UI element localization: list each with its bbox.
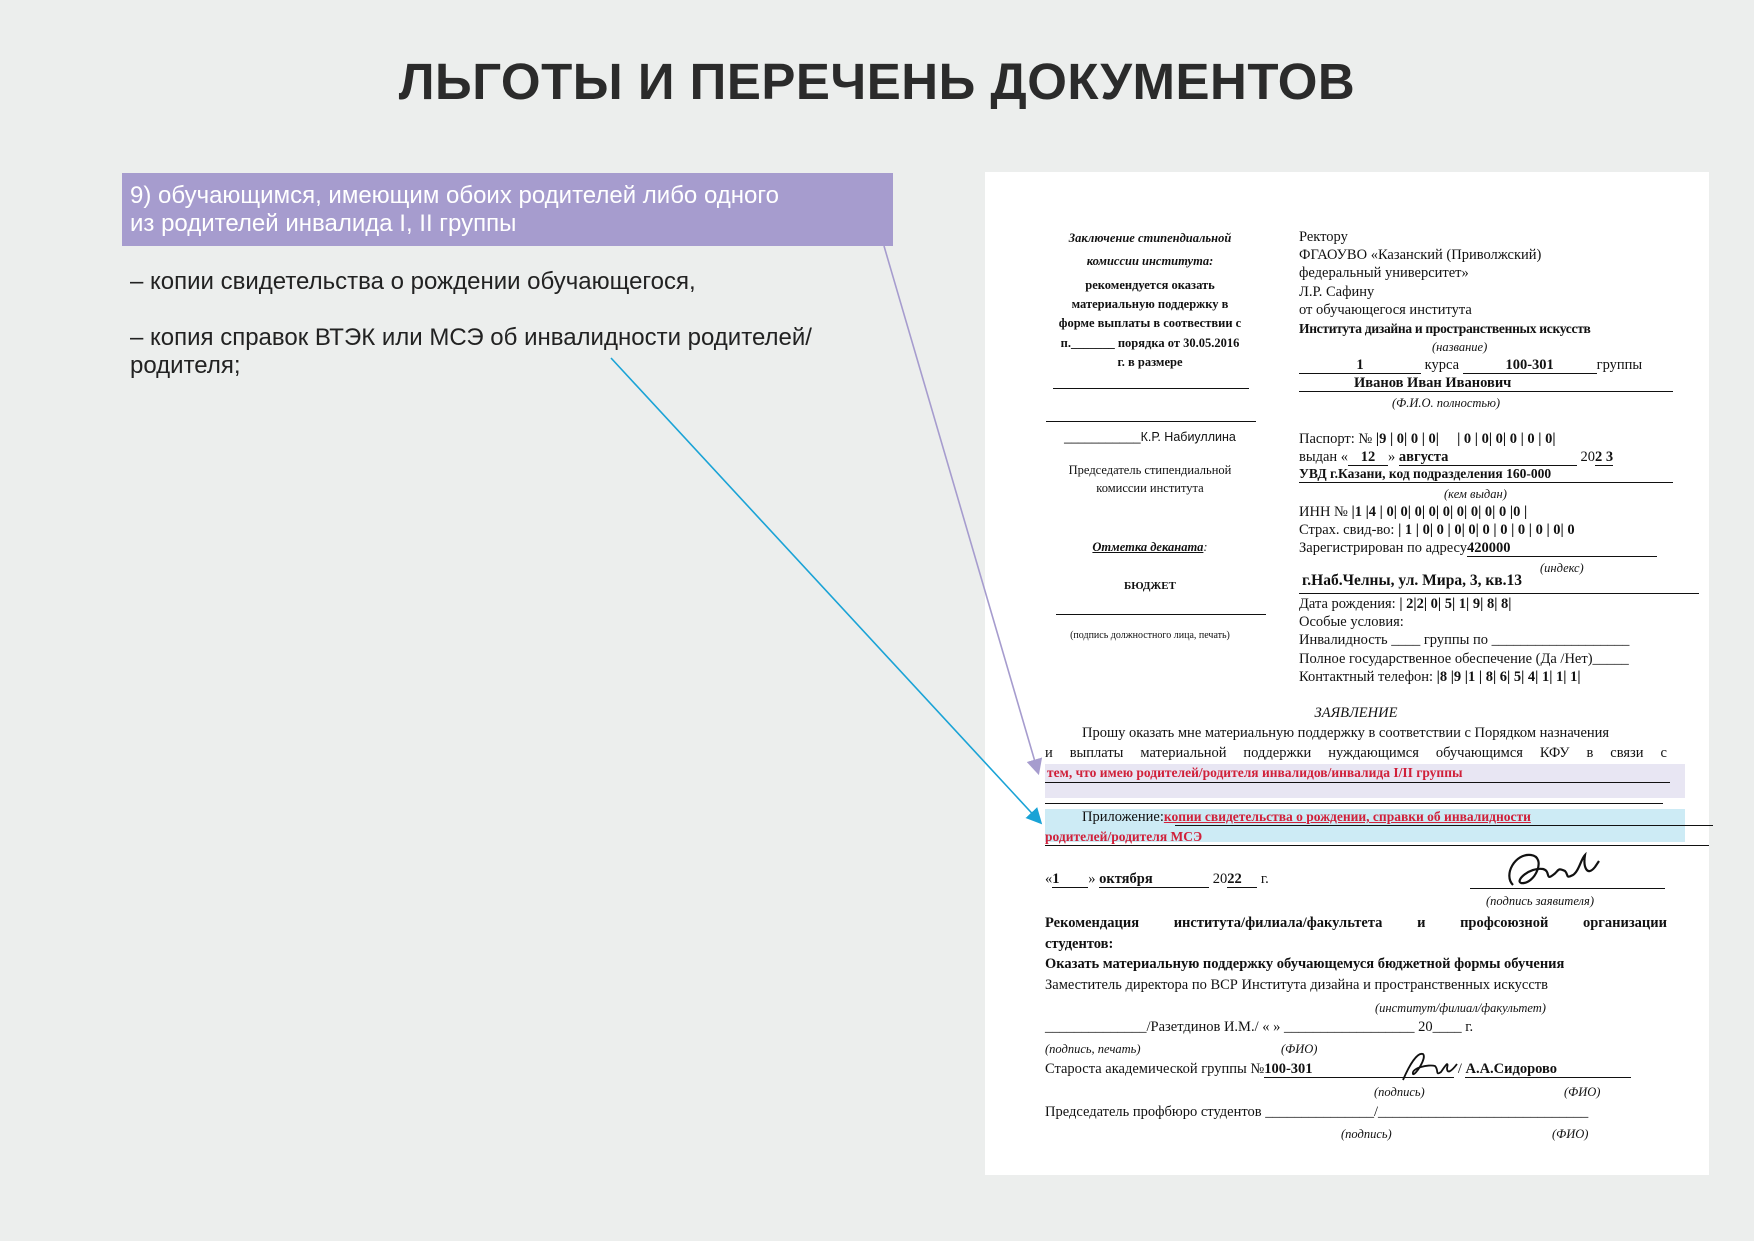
field-hint: (подпись) xyxy=(1374,1085,1425,1099)
issued-month: августа xyxy=(1399,449,1577,466)
date-month: октября xyxy=(1099,871,1209,888)
issued-year: 2 3 xyxy=(1595,449,1614,465)
word: Рекомендация xyxy=(1045,915,1140,931)
field-hint: (ФИО) xyxy=(1281,1042,1318,1056)
group-head-group: 100-301 xyxy=(1264,1061,1454,1078)
year-suffix: г. xyxy=(1260,871,1269,887)
issued-day: 12 xyxy=(1348,449,1388,466)
dean-mark-label: Отметка деканата xyxy=(1092,540,1204,554)
colon: : xyxy=(1203,540,1208,554)
snils-value: | 1 | 0| 0 | 0| 0| 0 | 0 | 0 | 0 | 0| 0 xyxy=(1398,522,1575,538)
inn-label: ИНН № xyxy=(1299,504,1348,520)
attachment-value: родителей/родителя МСЭ xyxy=(1045,829,1203,844)
word: выплаты xyxy=(1069,745,1124,761)
fio-value: Иванов Иван Иванович xyxy=(1299,375,1673,392)
deputy-title: Заместитель директора по ВСР Института дизайна и пространственных искусств xyxy=(1045,977,1548,993)
dob-label: Дата рождения: xyxy=(1299,596,1396,612)
commission-chair-title: комиссии института xyxy=(1096,481,1204,495)
field-hint: (подпись заявителя) xyxy=(1486,894,1594,908)
field-hint: (ФИО) xyxy=(1552,1127,1589,1141)
word: материальной xyxy=(1140,745,1227,761)
phone-label: Контактный телефон: xyxy=(1299,669,1434,685)
callout-line: из родителей инвалида I, II группы xyxy=(130,210,517,237)
field-hint: (кем выдан) xyxy=(1444,487,1507,501)
recommendation-decision: Оказать материальную поддержку обучающемуся бюджетной формы обучения xyxy=(1045,956,1565,972)
word: нуждающимся xyxy=(1328,745,1419,761)
state-support-line: Полное государственное обеспечение (Да /Нет)_____ xyxy=(1299,651,1629,667)
field-hint: (подпись, печать) xyxy=(1045,1042,1141,1056)
quote: » xyxy=(1088,871,1096,887)
field-hint: (индекс) xyxy=(1540,561,1584,575)
commission-text: материальную поддержку в xyxy=(1071,297,1229,311)
field-hint: (название) xyxy=(1432,340,1488,354)
addressee: федеральный университет» xyxy=(1299,265,1469,281)
passport-number: | 0 | 0| 0| 0 | 0 | 0| xyxy=(1457,431,1556,447)
quote: « xyxy=(1045,871,1053,887)
arrow-to-attachment xyxy=(611,358,1040,822)
commission-text: г. в размере xyxy=(1117,355,1183,369)
issuer-value: УВД г.Казани, код подразделения 160-000 xyxy=(1299,466,1673,483)
word: в xyxy=(1586,745,1594,761)
group-head-label: Староста академической группы № xyxy=(1045,1061,1265,1077)
course-label: курса xyxy=(1424,357,1460,373)
inn-value: |1 |4 | 0| 0| 0| 0| 0| 0| 0| 0| 0 |0 | xyxy=(1351,504,1528,520)
addressee: Ректору xyxy=(1299,229,1348,245)
field-hint: (ФИО) xyxy=(1564,1085,1601,1099)
institute-name: Института дизайна и пространственных искусств xyxy=(1299,321,1591,336)
registration-index: 420000 xyxy=(1467,540,1657,557)
disability-line: Инвалидность ____ группы по ___________________ xyxy=(1299,632,1630,648)
union-chair-line: Председатель профбюро студентов _______________/_____________________________ xyxy=(1045,1104,1589,1120)
snils-label: Страх. свид-во: xyxy=(1299,522,1395,538)
addressee: Л.Р. Сафину xyxy=(1299,284,1375,300)
date-day: 1 xyxy=(1052,871,1088,888)
word: и xyxy=(1045,745,1053,761)
course-value: 1 xyxy=(1299,357,1421,374)
group-head-line: Староста академической группы №100-301 / А.А.Сидорово xyxy=(1045,1060,1631,1078)
word: профсоюзной xyxy=(1460,915,1549,931)
document-item: – копии свидетельства о рождении обучающегося, xyxy=(130,268,696,295)
special-conditions: Особые условия: xyxy=(1299,614,1404,630)
passport-label: Паспорт: № xyxy=(1299,431,1373,447)
commission-text: форме выплаты в соотвествии с xyxy=(1058,316,1242,330)
field-hint: (Ф.И.О. полностью) xyxy=(1392,396,1501,410)
page-title: ЛЬГОТЫ И ПЕРЕЧЕНЬ ДОКУМЕНТОВ xyxy=(398,53,1356,110)
reason-value: тем, что имею родителей/родителя инвалидов/инвалида I/II группы xyxy=(1047,765,1463,780)
registration-label: Зарегистрирован по адресу xyxy=(1299,540,1468,556)
statement-text: Прошу оказать мне материальную поддержку в соответствии с Порядком назначения xyxy=(1082,725,1610,741)
document-item: – копия справок ВТЭК или МСЭ об инвалидности родителей/ xyxy=(130,324,812,351)
word: КФУ xyxy=(1539,745,1570,761)
commission-heading: комиссии института: xyxy=(1086,254,1214,268)
arrow-to-reason xyxy=(884,246,1038,772)
commission-heading: Заключение стипендиальной xyxy=(1068,231,1232,245)
address-value: г.Наб.Челны, ул. Мира, 3, кв.13 xyxy=(1302,572,1522,589)
dob-value: | 2|2| 0| 5| 1| 9| 8| 8| xyxy=(1399,596,1512,612)
field-hint: (институт/филиал/факультет) xyxy=(1375,1001,1546,1015)
phone-value: |8 |9 |1 | 8| 6| 5| 4| 1| 1| 1| xyxy=(1436,669,1581,685)
word: организации xyxy=(1582,915,1667,931)
commission-text: рекомендуется оказать xyxy=(1085,278,1215,292)
word: связи xyxy=(1610,745,1644,761)
group-value: 100-301 xyxy=(1463,357,1597,374)
word: обучающимся xyxy=(1435,745,1523,761)
word: с xyxy=(1660,745,1667,761)
passport-series: |9 | 0| 0 | 0| xyxy=(1375,431,1439,447)
field-hint: (подпись) xyxy=(1341,1127,1392,1141)
attachment-label: Приложение: xyxy=(1082,809,1164,825)
year-prefix: 20 xyxy=(1580,449,1596,465)
document-item-continuation: родителя; xyxy=(130,352,241,379)
commission-chair-title: Председатель стипендиальной xyxy=(1068,463,1232,477)
issued-label: выдан « xyxy=(1299,449,1349,465)
word: и xyxy=(1417,915,1426,931)
addressee: ФГАОУВО «Казанский (Приволжский) xyxy=(1299,247,1542,263)
quote: » xyxy=(1388,449,1396,465)
word: поддержки xyxy=(1243,745,1312,761)
commission-text: п._______ порядка от 30.05.2016 xyxy=(1060,336,1240,350)
word: института/филиала/факультета xyxy=(1173,915,1383,931)
commission-signer: ___________К.Р. Набиуллина xyxy=(1064,430,1236,444)
statement-heading: ЗАЯВЛЕНИЕ xyxy=(1314,705,1398,721)
callout-line: 9) обучающимся, имеющим обоих родителей либо одного xyxy=(130,182,779,209)
group-head-name: А.А.Сидорово xyxy=(1465,1061,1631,1078)
applicant-from: от обучающегося института xyxy=(1299,302,1472,318)
date-year: 22 xyxy=(1227,871,1257,888)
recommendation-heading: студентов: xyxy=(1045,936,1114,952)
funding-type: БЮДЖЕТ xyxy=(1124,580,1176,592)
year-prefix: 20 xyxy=(1212,871,1228,887)
signature-hint: (подпись должностного лица, печать) xyxy=(1070,630,1230,641)
group-label: группы xyxy=(1596,357,1643,373)
deputy-signature-line: ______________/Разетдинов И.М./ « » __________________ 20____ г. xyxy=(1045,1019,1474,1035)
attachment-value: копии свидетельства о рождении, справки об инвалидности xyxy=(1163,809,1531,824)
